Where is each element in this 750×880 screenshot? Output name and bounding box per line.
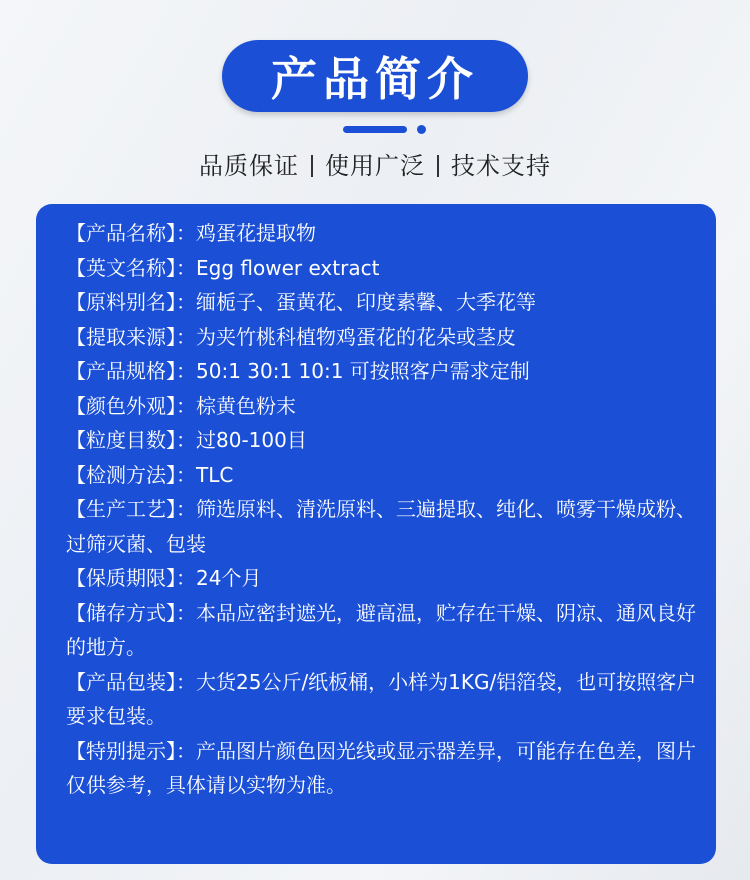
spec-value: 大货25公斤/纸板桶，小样为1KG/铝箔袋，也可按照客户要求包装。 [66, 669, 697, 728]
decorative-dot [417, 125, 426, 134]
spec-row-storage [66, 596, 698, 665]
spec-value: 鸡蛋花提取物 [196, 221, 316, 245]
spec-row-appearance [66, 389, 698, 424]
spec-value: 产品图片颜色因光线或显示器差异，可能存在色差，图片仅供参考，具体请以实物为准。 [66, 738, 696, 797]
spec-row-notice [66, 734, 698, 803]
spec-value: TLC [196, 462, 234, 487]
spec-row-english-name [66, 251, 698, 286]
spec-key: 【特别提示】： [66, 738, 196, 763]
decorative-line [343, 126, 407, 133]
spec-key: 【储存方式】： [66, 600, 196, 625]
spec-key: 【提取来源】： [66, 324, 196, 349]
spec-value: 筛选原料、清洗原料、三遍提取、纯化、喷雾干燥成粉、过筛灭菌、包装 [66, 497, 696, 556]
spec-row-product-name [66, 216, 698, 251]
spec-value: 过80-100目 [196, 428, 307, 452]
spec-key: 【保质期限】： [66, 566, 196, 590]
spec-value: Egg flower extract [196, 255, 380, 280]
subtitle-item-usage: 使用广泛 [325, 152, 425, 180]
spec-key: 【粒度目数】： [66, 428, 196, 452]
spec-key: 【英文名称】： [66, 255, 196, 280]
spec-row-alias [66, 285, 698, 320]
spec-value: 24个月 [196, 566, 262, 590]
spec-row-specification [66, 354, 698, 389]
spec-key: 【生产工艺】： [66, 497, 196, 521]
spec-card [36, 204, 716, 864]
spec-row-shelf-life [66, 561, 698, 596]
subtitle [0, 146, 750, 181]
spec-row-packaging [66, 665, 698, 734]
spec-row-process [66, 492, 698, 561]
spec-value: 为夹竹桃科植物鸡蛋花的花朵或茎皮 [196, 324, 516, 349]
spec-value: 本品应密封遮光，避高温，贮存在干燥、阴凉、通风良好的地方。 [66, 600, 696, 659]
spec-value: 缅栀子、蛋黄花、印度素馨、大季花等 [196, 290, 536, 314]
spec-key: 【检测方法】： [66, 462, 196, 487]
subtitle-item-quality: 品质保证 [199, 152, 299, 180]
spec-value: 50:1 30:1 10:1 可按照客户需求定制 [196, 359, 530, 383]
spec-key: 【产品包装】： [66, 669, 196, 694]
spec-key: 【产品名称】： [66, 221, 196, 245]
spec-row-test-method [66, 458, 698, 493]
spec-row-source [66, 320, 698, 355]
subtitle-separator [311, 155, 313, 177]
spec-key: 【颜色外观】： [66, 393, 196, 418]
subtitle-separator [437, 155, 439, 177]
spec-row-mesh [66, 423, 698, 458]
page-title: 产品简介 [222, 40, 528, 112]
spec-key: 【产品规格】： [66, 359, 196, 383]
spec-key: 【原料别名】： [66, 290, 196, 314]
spec-value: 棕黄色粉末 [196, 393, 296, 418]
subtitle-item-support: 技术支持 [451, 152, 551, 180]
